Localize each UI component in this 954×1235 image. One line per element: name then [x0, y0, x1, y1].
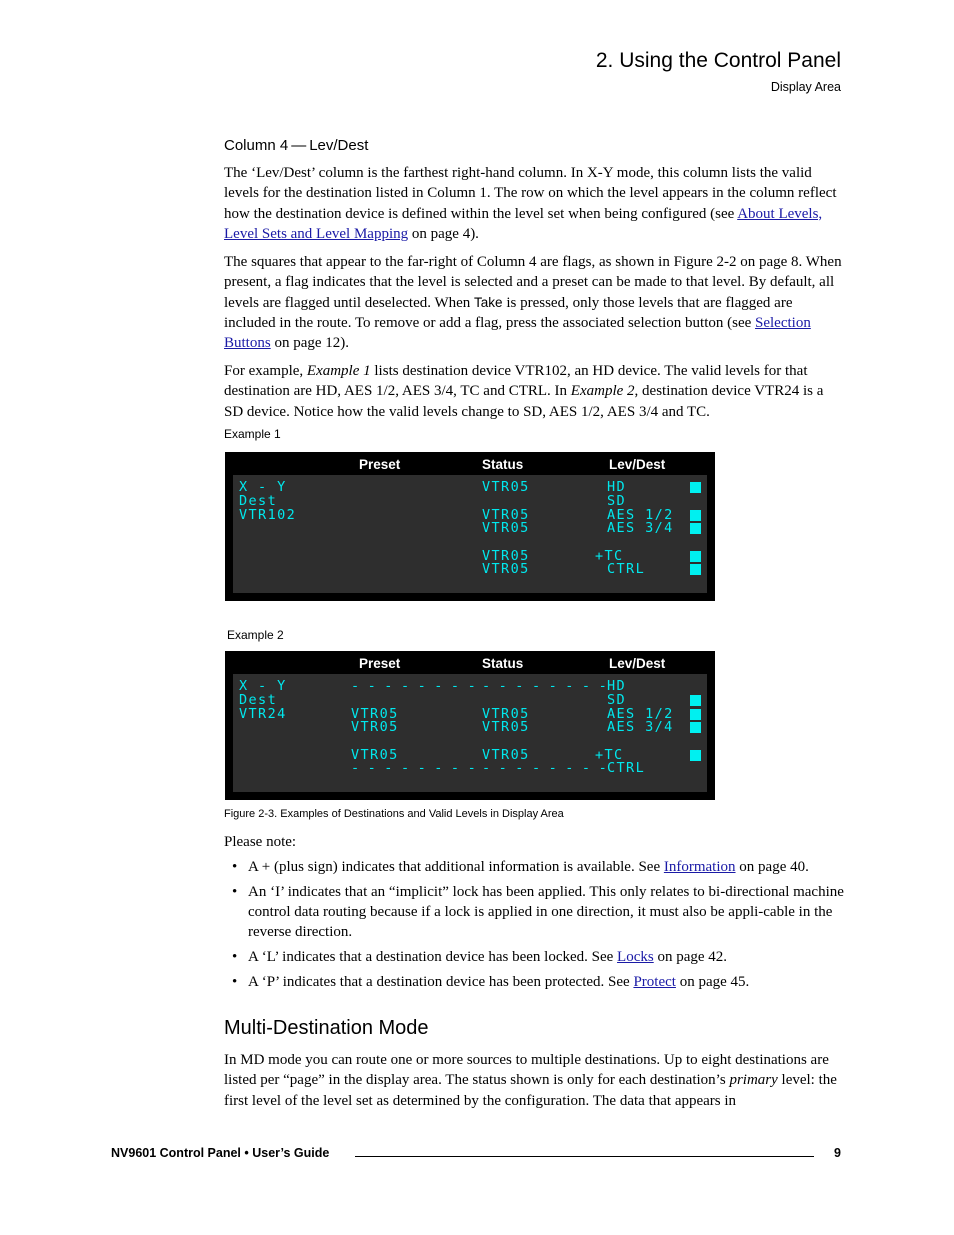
level-flag [690, 709, 701, 720]
level-flag [690, 510, 701, 521]
status-cell: VTR05 [482, 479, 530, 495]
level-flag [690, 750, 701, 761]
page-number: 9 [834, 1146, 841, 1160]
preset-cell: VTR05 [351, 719, 399, 735]
paragraph-levdest [224, 163, 842, 244]
emphasis-example2: Example 2 [570, 383, 635, 400]
level-flag [690, 551, 701, 562]
level-cell: SD [607, 493, 627, 509]
level-cell: +TC [595, 548, 624, 564]
header-preset: Preset [359, 457, 401, 472]
preset-cell: - - - - - - - - [351, 678, 476, 694]
text-span: on page 42. [653, 949, 728, 966]
status-cell: VTR05 [482, 719, 530, 735]
note-list [232, 857, 844, 997]
footer-title: NV9601 Control Panel • User’s Guide [111, 1146, 330, 1160]
destination-device: VTR24 [239, 706, 287, 722]
text-span: A + (plus sign) indicates that additional information is available. See [248, 859, 664, 875]
level-cell: AES 1/2 [607, 507, 674, 523]
level-cell: CTRL [607, 561, 646, 577]
preset-cell: VTR05 [351, 747, 399, 763]
link-about-levels[interactable]: About Levels, Level Sets and Level Mapping [224, 205, 823, 242]
link-selection-buttons[interactable]: Selection Buttons [224, 314, 811, 352]
status-cell: VTR05 [482, 507, 530, 523]
text-span: A ‘L’ indicates that a destination device has been locked. See [248, 949, 618, 966]
emphasis-primary: primary [729, 1072, 778, 1089]
bullet-glyph: • [232, 859, 238, 875]
text-span: , destination device VTR24 is a SD device. Notice how the valid levels change to SD, AES 1/2, AES 3/4 and TC. [224, 383, 824, 420]
footer-rule [355, 1156, 814, 1157]
text-span: The squares that appear to the far-right of Column 4 are flags, as shown in Figure 2-2 on page 8. When present, a flag indicates that the level is selected and a preset can be made to that level. By default, all levels are flagged until deselected. When [224, 254, 842, 311]
mode-label: X - Y [239, 479, 287, 495]
list-item [232, 857, 844, 877]
take-keyword: Take [474, 294, 503, 310]
link-protect[interactable]: Protect [633, 973, 676, 990]
bullet-glyph: • [232, 973, 238, 990]
text-span: on page 45. [675, 973, 750, 990]
note-intro: Please note: [224, 834, 297, 850]
list-item [232, 972, 844, 992]
status-cell: VTR05 [482, 520, 530, 536]
bullet-glyph: • [232, 949, 238, 966]
text-span: on page 4). [408, 225, 479, 242]
display-panel [233, 674, 707, 792]
level-flag [690, 564, 701, 575]
bullet-glyph: • [232, 883, 238, 900]
text-span: An ‘I’ indicates that an “implicit” lock has been applied. This only relates to bi-directional machine control data routing because if a lock is applied in one direction, it must also be appli-cable in the reverse direction. [248, 883, 844, 941]
link-locks[interactable]: Locks [617, 949, 654, 966]
text-span: on page 40. [735, 859, 809, 875]
status-cell: - - - - - - - - [482, 760, 607, 776]
emphasis-example1: Example 1 [306, 363, 371, 379]
header-status: Status [482, 457, 524, 472]
level-cell: +TC [595, 747, 624, 763]
header-levdest: Lev/Dest [609, 656, 666, 671]
level-cell: CTRL [607, 760, 646, 776]
text-span: For example, [224, 363, 307, 379]
level-flag [690, 695, 701, 706]
text-span: A ‘P’ indicates that a destination device has been protected. See [248, 973, 634, 990]
text-span: The ‘Lev/Dest’ column is the farthest right-hand column. In X-Y mode, this column lists the valid levels for the destination listed in Column 1. The row on which the level appears in the column reflect how the destination device is defined within the level set when being configured (see [224, 165, 837, 222]
text-span: lists destination device VTR102, an HD device. The valid levels for that destination are HD, AES 1/2, AES 3/4, TC and CTRL. In [224, 363, 808, 400]
text-span: on page 12). [270, 335, 349, 352]
figure-caption: Figure 2-3. Examples of Destinations and Valid Levels in Display Area [224, 808, 564, 820]
paragraph-md [224, 1050, 842, 1111]
text-span: is pressed, only those levels that are flagged are included in the route. To remove or add a flag, press the associated selection button (see [224, 294, 793, 331]
header-status: Status [482, 656, 524, 671]
level-cell: HD [607, 479, 627, 495]
level-cell: HD [607, 678, 627, 694]
column4-subheading: Column 4 — Lev/Dest [224, 137, 369, 154]
display-panel [233, 475, 707, 593]
status-cell: VTR05 [482, 706, 530, 722]
text-span: level: the first level of the level set as determined by the configuration. The data that appears in [224, 1072, 837, 1109]
dest-label: Dest [239, 493, 278, 509]
level-cell: AES 3/4 [607, 520, 674, 536]
mode-label: X - Y [239, 678, 287, 694]
header-preset: Preset [359, 656, 401, 671]
section-reference: Display Area [770, 80, 841, 94]
list-item [232, 882, 844, 943]
level-cell: SD [607, 692, 627, 708]
chapter-title: 2. Using the Control Panel [595, 49, 841, 72]
list-item [232, 947, 844, 967]
section-heading: Multi-Destination Mode [224, 1017, 429, 1039]
example2-label: Example 2 [227, 628, 284, 642]
paragraph-examples [224, 361, 842, 422]
link-information[interactable]: Information [663, 859, 736, 875]
preset-cell: - - - - - - - - [351, 760, 476, 776]
example2-display [225, 651, 715, 800]
level-flag [690, 722, 701, 733]
status-cell: VTR05 [482, 747, 530, 763]
preset-cell: VTR05 [351, 706, 399, 722]
example1-display [225, 452, 715, 601]
text-span: In MD mode you can route one or more sources to multiple destinations. Up to eight destinations are listed per “page” in the display area. The status shown is only for each destination’s [224, 1052, 829, 1089]
paragraph-flags [224, 252, 842, 353]
dest-label: Dest [239, 692, 278, 708]
destination-device: VTR102 [239, 507, 297, 523]
level-flag [690, 482, 701, 493]
level-cell: AES 3/4 [607, 719, 674, 735]
status-cell: VTR05 [482, 548, 530, 564]
header-levdest: Lev/Dest [609, 457, 666, 472]
status-cell: - - - - - - - - [482, 678, 607, 694]
level-cell: AES 1/2 [607, 706, 674, 722]
example1-label: Example 1 [224, 427, 281, 441]
level-flag [690, 523, 701, 534]
status-cell: VTR05 [482, 561, 530, 577]
